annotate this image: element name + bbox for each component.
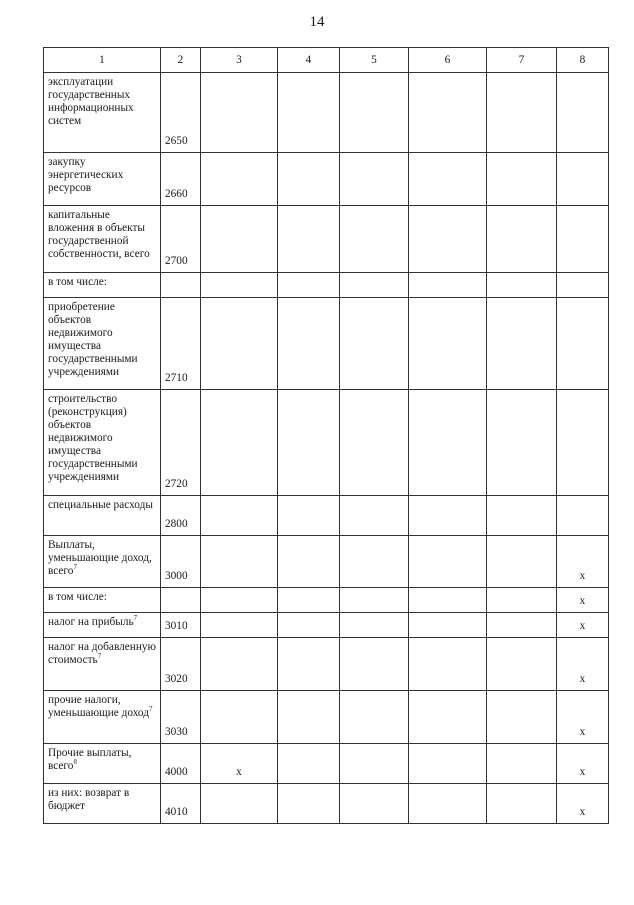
col3-cell	[201, 298, 278, 390]
col3-cell	[201, 588, 278, 613]
empty-cell	[409, 273, 487, 298]
column-header: 8	[557, 48, 609, 73]
row-name: строительство (реконструкция) объектов недвижимого имущества государственными учреждениями	[48, 393, 138, 483]
empty-cell	[340, 298, 409, 390]
empty-cell	[278, 784, 340, 824]
table-row	[44, 784, 609, 824]
column-header: 3	[201, 48, 278, 73]
row-code: 3020	[161, 638, 201, 691]
row-code: 2650	[161, 73, 201, 153]
empty-cell	[487, 638, 557, 691]
column-header: 5	[340, 48, 409, 73]
empty-cell	[278, 390, 340, 496]
empty-cell	[487, 273, 557, 298]
row-name: из них: возврат в бюджет	[48, 787, 130, 812]
empty-cell	[278, 273, 340, 298]
row-name: специальные расходы	[48, 499, 153, 511]
row-code	[161, 273, 201, 298]
empty-cell	[409, 153, 487, 206]
empty-cell	[409, 536, 487, 588]
row-code: 4000	[161, 744, 201, 784]
row-name: эксплуатации государственных информационных систем	[48, 76, 134, 127]
col8-cell: x	[557, 536, 609, 588]
row-name: Выплаты, уменьшающие доход, всего	[48, 539, 152, 577]
empty-cell	[278, 153, 340, 206]
row-name: прочие налоги, уменьшающие доход	[48, 694, 149, 719]
column-header: 1	[44, 48, 161, 73]
row-code: 3010	[161, 613, 201, 638]
empty-cell	[278, 298, 340, 390]
col8-cell: x	[557, 691, 609, 744]
col3-cell	[201, 273, 278, 298]
table-row	[44, 691, 609, 744]
table-row	[44, 298, 609, 390]
empty-cell	[487, 613, 557, 638]
row-name-cell	[44, 638, 161, 691]
empty-cell	[409, 73, 487, 153]
row-name: в том числе:	[48, 276, 107, 288]
col3-cell	[201, 390, 278, 496]
col8-cell	[557, 298, 609, 390]
column-header: 7	[487, 48, 557, 73]
table-row	[44, 613, 609, 638]
row-name: Прочие выплаты, всего	[48, 747, 132, 772]
column-header: 4	[278, 48, 340, 73]
col3-cell	[201, 153, 278, 206]
row-name: приобретение объектов недвижимого имущества государственными учреждениями	[48, 301, 138, 378]
table-row	[44, 273, 609, 298]
empty-cell	[409, 496, 487, 536]
column-header: 2	[161, 48, 201, 73]
empty-cell	[278, 613, 340, 638]
row-code	[161, 588, 201, 613]
empty-cell	[409, 613, 487, 638]
row-code: 2660	[161, 153, 201, 206]
row-code: 2720	[161, 390, 201, 496]
empty-cell	[409, 206, 487, 273]
col8-cell: x	[557, 613, 609, 638]
empty-cell	[487, 588, 557, 613]
col8-cell: x	[557, 638, 609, 691]
col8-cell: x	[557, 784, 609, 824]
row-code: 2710	[161, 298, 201, 390]
empty-cell	[278, 638, 340, 691]
col3-cell	[201, 691, 278, 744]
empty-cell	[278, 691, 340, 744]
empty-cell	[487, 298, 557, 390]
empty-cell	[409, 390, 487, 496]
empty-cell	[340, 613, 409, 638]
empty-cell	[340, 588, 409, 613]
footnote-marker: 7	[97, 652, 102, 661]
empty-cell	[409, 298, 487, 390]
empty-cell	[340, 744, 409, 784]
table-row	[44, 390, 609, 496]
empty-cell	[409, 784, 487, 824]
row-name: в том числе:	[48, 591, 107, 603]
empty-cell	[340, 73, 409, 153]
empty-cell	[340, 273, 409, 298]
row-name-cell	[44, 298, 161, 390]
col8-cell: x	[557, 744, 609, 784]
row-name-cell	[44, 613, 161, 638]
empty-cell	[340, 691, 409, 744]
col8-cell	[557, 496, 609, 536]
col8-cell	[557, 390, 609, 496]
empty-cell	[340, 496, 409, 536]
col3-cell	[201, 784, 278, 824]
footnote-marker: 7	[149, 705, 153, 714]
empty-cell	[278, 744, 340, 784]
row-code: 2800	[161, 496, 201, 536]
col3-cell	[201, 73, 278, 153]
col3-cell	[201, 536, 278, 588]
table-row	[44, 73, 609, 153]
empty-cell	[409, 638, 487, 691]
empty-cell	[278, 536, 340, 588]
col8-cell: x	[557, 588, 609, 613]
table-row	[44, 153, 609, 206]
report-table	[43, 47, 609, 824]
empty-cell	[487, 784, 557, 824]
empty-cell	[487, 206, 557, 273]
empty-cell	[487, 536, 557, 588]
empty-cell	[340, 153, 409, 206]
empty-cell	[340, 638, 409, 691]
row-code: 3000	[161, 536, 201, 588]
empty-cell	[487, 744, 557, 784]
row-name-cell	[44, 496, 161, 536]
row-name: закупку энергетических ресурсов	[48, 156, 124, 194]
col8-cell	[557, 153, 609, 206]
col3-cell	[201, 496, 278, 536]
row-name: налог на добавленную стоимость	[48, 641, 156, 666]
empty-cell	[409, 691, 487, 744]
empty-cell	[340, 206, 409, 273]
empty-cell	[340, 536, 409, 588]
row-name-cell	[44, 536, 161, 588]
empty-cell	[487, 496, 557, 536]
row-code: 2700	[161, 206, 201, 273]
row-name-cell	[44, 691, 161, 744]
footnote-marker: 7	[133, 614, 138, 623]
row-code: 4010	[161, 784, 201, 824]
empty-cell	[278, 496, 340, 536]
row-name: капитальные вложения в объекты государственной собственности, всего	[48, 209, 150, 260]
row-name-cell	[44, 390, 161, 496]
col8-cell	[557, 273, 609, 298]
row-name-cell	[44, 744, 161, 784]
row-name-cell	[44, 273, 161, 298]
table-row	[44, 536, 609, 588]
empty-cell	[409, 588, 487, 613]
table-row	[44, 206, 609, 273]
row-name: налог на прибыль	[48, 616, 134, 628]
page-number: 14	[309, 14, 325, 30]
row-name-cell	[44, 153, 161, 206]
table-row	[44, 744, 609, 784]
col3-cell: x	[201, 744, 278, 784]
col8-cell	[557, 73, 609, 153]
row-name-cell	[44, 588, 161, 613]
row-name-cell	[44, 206, 161, 273]
empty-cell	[409, 744, 487, 784]
empty-cell	[487, 691, 557, 744]
table-row	[44, 638, 609, 691]
footnote-marker: 8	[73, 758, 77, 767]
empty-cell	[278, 206, 340, 273]
empty-cell	[487, 390, 557, 496]
table-row	[44, 496, 609, 536]
col3-cell	[201, 638, 278, 691]
table-row	[44, 588, 609, 613]
empty-cell	[487, 153, 557, 206]
col3-cell	[201, 206, 278, 273]
empty-cell	[340, 784, 409, 824]
empty-cell	[278, 73, 340, 153]
table-header-row	[44, 48, 609, 73]
col3-cell	[201, 613, 278, 638]
empty-cell	[487, 73, 557, 153]
empty-cell	[340, 390, 409, 496]
row-name-cell	[44, 784, 161, 824]
column-header: 6	[409, 48, 487, 73]
empty-cell	[278, 588, 340, 613]
col8-cell	[557, 206, 609, 273]
row-code: 3030	[161, 691, 201, 744]
row-name-cell	[44, 73, 161, 153]
footnote-marker: 7	[73, 563, 77, 572]
